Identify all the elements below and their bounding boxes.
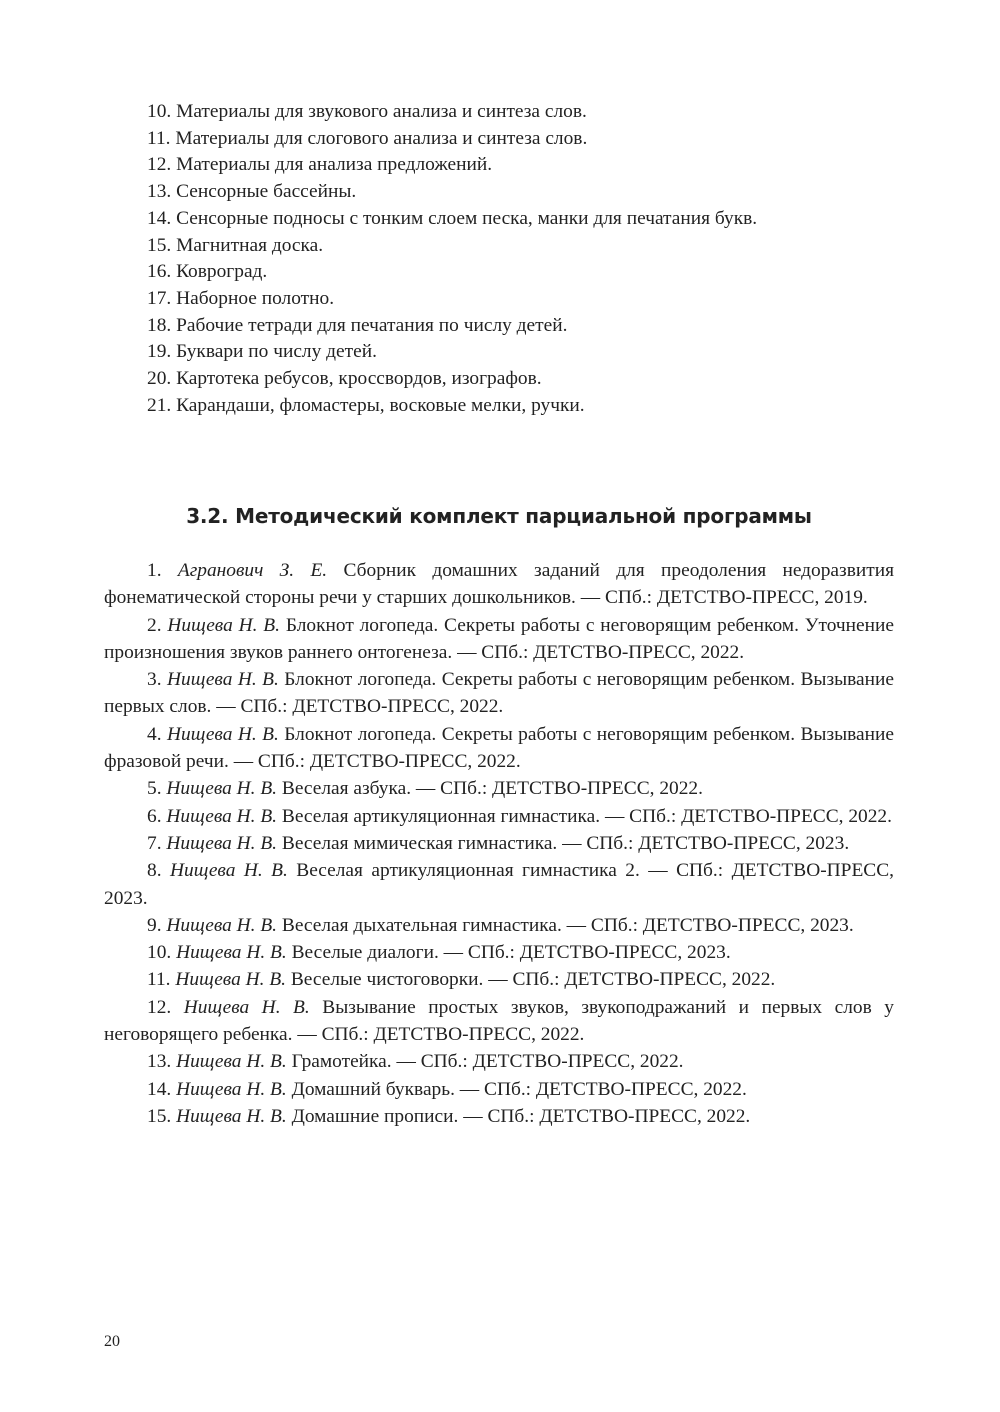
bibliography-entry xyxy=(104,912,894,939)
list-item: 19. Буквари по числу детей. xyxy=(147,341,377,363)
entry-author: Нищева Н. В. xyxy=(176,1078,287,1100)
list-item: 12. Материалы для анализа предложений. xyxy=(147,154,493,176)
entry-text: Веселая дыхательная гимнастика. — СПб.: ДЕТСТВО-ПРЕСС, 2023. xyxy=(277,914,854,936)
list-item: 20. Картотека ребусов, кроссвордов, изографов. xyxy=(147,368,542,390)
entry-text: Грамотейка. — СПб.: ДЕТСТВО-ПРЕСС, 2022. xyxy=(286,1051,684,1073)
entry-text: Веселая азбука. — СПб.: ДЕТСТВО-ПРЕСС, 2022. xyxy=(277,778,703,800)
materials-list xyxy=(147,99,907,419)
entry-number: 4. xyxy=(147,723,167,745)
list-item: 18. Рабочие тетради для печатания по числу детей. xyxy=(147,314,568,336)
entry-text: Веселая мимическая гимнастика. — СПб.: ДЕТСТВО-ПРЕСС, 2023. xyxy=(277,832,850,854)
entry-author: Нищева Н. В. xyxy=(176,942,287,964)
list-item: 10. Материалы для звукового анализа и синтеза слов. xyxy=(147,101,587,122)
list-item: 11. Материалы для слогового анализа и синтеза слов. xyxy=(147,127,588,149)
entry-number: 5. xyxy=(147,778,167,800)
list-item: 13. Сенсорные бассейны. xyxy=(147,181,357,203)
bibliography-list xyxy=(104,557,894,1130)
entry-author: Нищева Н. В. xyxy=(170,860,288,882)
entry-text: Домашний букварь. — СПб.: ДЕТСТВО-ПРЕСС, 2022. xyxy=(286,1078,747,1100)
entry-author: Нищева Н. В. xyxy=(166,778,278,800)
entry-text: Вызывание простых звуков, звукоподражаний и первых слов у неговорящего ребенка. — СПб.: ДЕТСТВО-ПРЕСС, 2022. xyxy=(104,996,894,1046)
entry-number: 1. xyxy=(147,560,178,581)
entry-number: 7. xyxy=(147,832,167,854)
bibliography-entry xyxy=(104,939,894,966)
bibliography-entry xyxy=(104,830,894,857)
bibliography-entry xyxy=(104,557,894,612)
entry-author: Нищева Н. В. xyxy=(167,723,279,745)
entry-author: Нищева Н. В. xyxy=(166,832,278,854)
entry-number: 15. xyxy=(147,1105,177,1127)
list-item: 15. Магнитная доска. xyxy=(147,234,324,256)
list-item: 16. Ковроград. xyxy=(147,261,268,283)
bibliography-entry xyxy=(104,1048,894,1075)
entry-text: Блокнот логопеда. Секреты работы с неговорящим ребенком. Вызывание фразовой речи. — СПб.: ДЕТСТВО-ПРЕСС, 2022. xyxy=(104,723,895,773)
entry-number: 14. xyxy=(147,1078,177,1100)
entry-text: Блокнот логопеда. Секреты работы с неговорящим ребенком. Уточнение произношения звуков раннего онтогенеза. — СПб.: ДЕТСТВО-ПРЕСС, 2022. xyxy=(104,614,894,663)
entry-text: Веселые чистоговорки. — СПб.: ДЕТСТВО-ПРЕСС, 2022. xyxy=(286,969,776,991)
bibliography-entry xyxy=(104,994,894,1049)
entry-text: Домашние прописи. — СПб.: ДЕТСТВО-ПРЕСС, 2022. xyxy=(286,1105,751,1127)
bibliography-entry xyxy=(104,612,894,667)
entry-text: Блокнот логопеда. Секреты работы с неговорящим ребенком. Вызывание первых слов. — СПб.: ДЕТСТВО-ПРЕСС, 2022. xyxy=(104,669,895,718)
bibliography-entry xyxy=(104,966,894,993)
bibliography-entry xyxy=(104,1076,894,1103)
entry-number: 2. xyxy=(147,614,168,636)
entry-number: 10. xyxy=(147,942,177,964)
entry-number: 11. xyxy=(147,969,176,991)
list-item: 14. Сенсорные подносы с тонким слоем песка, манки для печатания букв. xyxy=(147,207,758,229)
entry-author: Нищева Н. В. xyxy=(183,996,310,1018)
section-heading: 3.2. Методический комплект парциальной программы xyxy=(186,504,812,528)
entry-number: 3. xyxy=(147,669,167,691)
entry-author: Агранович З. Е. xyxy=(177,560,328,581)
bibliography-entry xyxy=(104,803,894,830)
entry-author: Нищева Н. В. xyxy=(167,614,280,636)
page-number: 20 xyxy=(104,1333,120,1350)
entry-text: Веселая артикуляционная гимнастика. — СПб.: ДЕТСТВО-ПРЕСС, 2022. xyxy=(277,805,892,827)
entry-text: Веселые диалоги. — СПб.: ДЕТСТВО-ПРЕСС, 2023. xyxy=(286,942,731,964)
entry-number: 13. xyxy=(147,1051,177,1073)
entry-number: 6. xyxy=(147,805,167,827)
bibliography-entry xyxy=(104,721,894,776)
entry-author: Нищева Н. В. xyxy=(166,805,278,827)
bibliography-entry xyxy=(104,775,894,802)
entry-number: 8. xyxy=(147,860,170,882)
bibliography-entry xyxy=(104,1103,894,1130)
entry-author: Нищева Н. В. xyxy=(166,914,278,936)
entry-author: Нищева Н. В. xyxy=(176,1051,287,1073)
bibliography-entry xyxy=(104,666,894,721)
entry-author: Нищева Н. В. xyxy=(175,969,287,991)
entry-author: Нищева Н. В. xyxy=(167,669,279,691)
list-item: 21. Карандаши, фломастеры, восковые мелки, ручки. xyxy=(147,394,585,416)
entry-number: 9. xyxy=(147,914,167,936)
list-item: 17. Наборное полотно. xyxy=(147,287,335,309)
entry-text: Сборник домашних заданий для преодоления недоразвития фонематической стороны речи у старших дошкольников. — СПб.: ДЕТСТВО-ПРЕСС, 2019. xyxy=(104,560,894,609)
entry-text: Веселая артикуляционная гимнастика 2. — СПб.: ДЕТСТВО-ПРЕСС, 2023. xyxy=(104,860,895,909)
bibliography-entry xyxy=(104,857,894,912)
entry-number: 12. xyxy=(147,996,184,1018)
entry-author: Нищева Н. В. xyxy=(176,1105,287,1127)
